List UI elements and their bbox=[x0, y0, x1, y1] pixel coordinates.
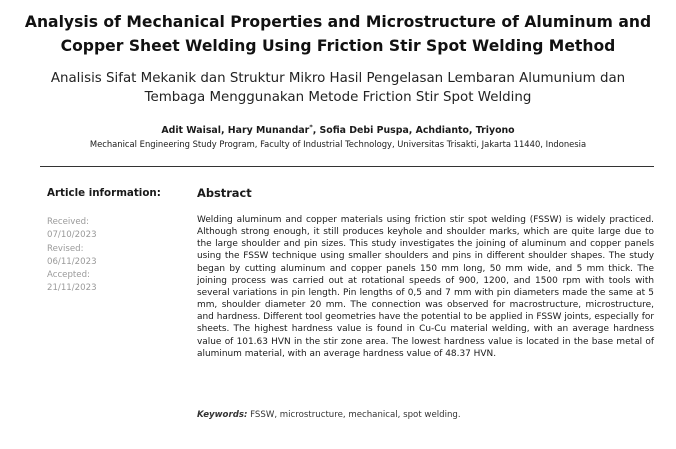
keywords-text: FSSW, microstructure, mechanical, spot welding. bbox=[250, 410, 461, 420]
keywords-label: Keywords: bbox=[197, 410, 248, 420]
article-info-heading: Article information: bbox=[47, 187, 161, 199]
abstract-body: Welding aluminum and copper materials using friction stir spot welding (FSSW) is widely practiced. Although strong enough, it still produces keyhole and shoulder marks, which are quite large due to the large shoulder and pin sizes. This study investigates the joining of aluminum and copper panels using the FSSW technique using smaller shoulders and pins in different shoulder shapes. The study began by cutting aluminum and copper panels 150 mm long, 50 mm wide, and 5 mm thick. The joining process was carried out at rotational speeds of 900, 1200, and 1500 rpm with tools with several variations in pin length. Pin lengths of 0,5 and 7 mm with pin diameters made the same at 5 mm, shoulder diameter 20 mm. The connection was observed for macrostructure, microstructure, and hardness. Different tool geometries have the potential to be applied in FSSW joints, especially for sheets. The highest hardness value is found in Cu-Cu material welding, with an average hardness value of 101.63 HVN in the stir zone area. The lowest hardness value is located in the base metal of aluminum material, with an average hardness value of 48.37 HVN. bbox=[197, 215, 654, 359]
paper-subtitle: Analisis Sifat Mekanik dan Struktur Mikro Hasil Pengelasan Lembaran Alumunium dan Tembaga Menggunakan Metode Friction Stir Spot Welding bbox=[50, 71, 626, 105]
received-label: Received: bbox=[47, 217, 89, 227]
author-list bbox=[20, 125, 656, 137]
accepted-date: 21/11/2023 bbox=[47, 283, 97, 294]
corresponding-author-mark: * bbox=[309, 123, 313, 131]
affiliation: Mechanical Engineering Study Program, Faculty of Industrial Technology, Universitas Trisakti, Jakarta 11440, Indonesia bbox=[89, 139, 587, 149]
header-divider bbox=[40, 166, 654, 167]
authors-first: Adit Waisal, Hary Munandar bbox=[161, 125, 310, 136]
received-date: 07/10/2023 bbox=[47, 230, 97, 241]
revised-date: 06/11/2023 bbox=[47, 256, 97, 267]
accepted-label: Accepted: bbox=[47, 270, 90, 281]
article-info-list bbox=[47, 216, 97, 296]
paper-title: Analysis of Mechanical Properties and Microstructure of Aluminum and Copper Sheet Welding Using Friction Stir Spot Welding Method bbox=[24, 13, 652, 55]
keywords bbox=[197, 410, 461, 420]
abstract-heading: Abstract bbox=[197, 186, 252, 200]
authors-rest: , Sofia Debi Puspa, Achdianto, Triyono bbox=[312, 125, 515, 136]
revised-label: Revised: bbox=[47, 243, 84, 254]
